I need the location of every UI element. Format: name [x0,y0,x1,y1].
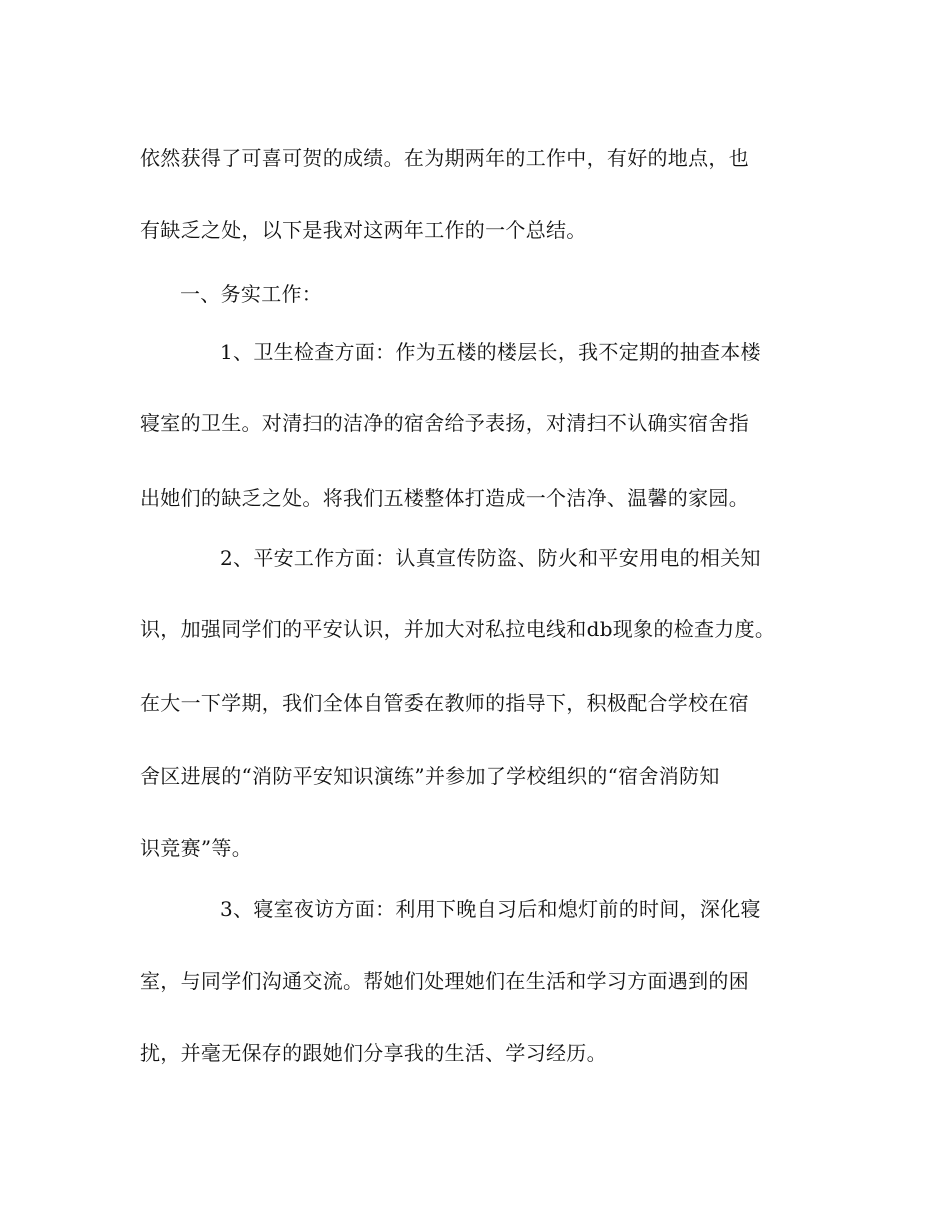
paragraph-line: 3、寝室夜访方面：利用下晚自习后和熄灯前的时间，深化寝 [220,897,761,921]
paragraph-line: 识，加强同学们的平安认识，并加大对私拉电线和db现象的检查力度。 [140,617,776,641]
paragraph-line: 识竞赛”等。 [140,836,253,860]
section-heading: 一、务实工作： [180,282,323,306]
paragraph-line: 在大一下学期，我们全体自管委在教师的指导下，积极配合学校在宿 [140,691,749,715]
paragraph-line: 扰，并毫无保存的跟她们分享我的生活、学习经历。 [140,1041,607,1065]
paragraph-line: 舍区进展的“消防平安知识演练”并参加了学校组织的“宿舍消防知 [140,764,720,788]
paragraph-line: 寝室的卫生。对清扫的洁净的宿舍给予表扬，对清扫不认确实宿舍指 [140,411,749,435]
paragraph-line: 有缺乏之处，以下是我对这两年工作的一个总结。 [140,218,587,242]
paragraph-line: 出她们的缺乏之处。将我们五楼整体打造成一个洁净、温馨的家园。 [140,486,749,510]
paragraph-line: 依然获得了可喜可贺的成绩。在为期两年的工作中，有好的地点，也 [140,146,749,170]
paragraph-line: 室，与同学们沟通交流。帮她们处理她们在生活和学习方面遇到的困 [140,969,749,993]
paragraph-line: 2、平安工作方面：认真宣传防盗、防火和平安用电的相关知 [220,546,761,570]
paragraph-line: 1、卫生检查方面：作为五楼的楼层长，我不定期的抽查本楼 [220,340,761,364]
